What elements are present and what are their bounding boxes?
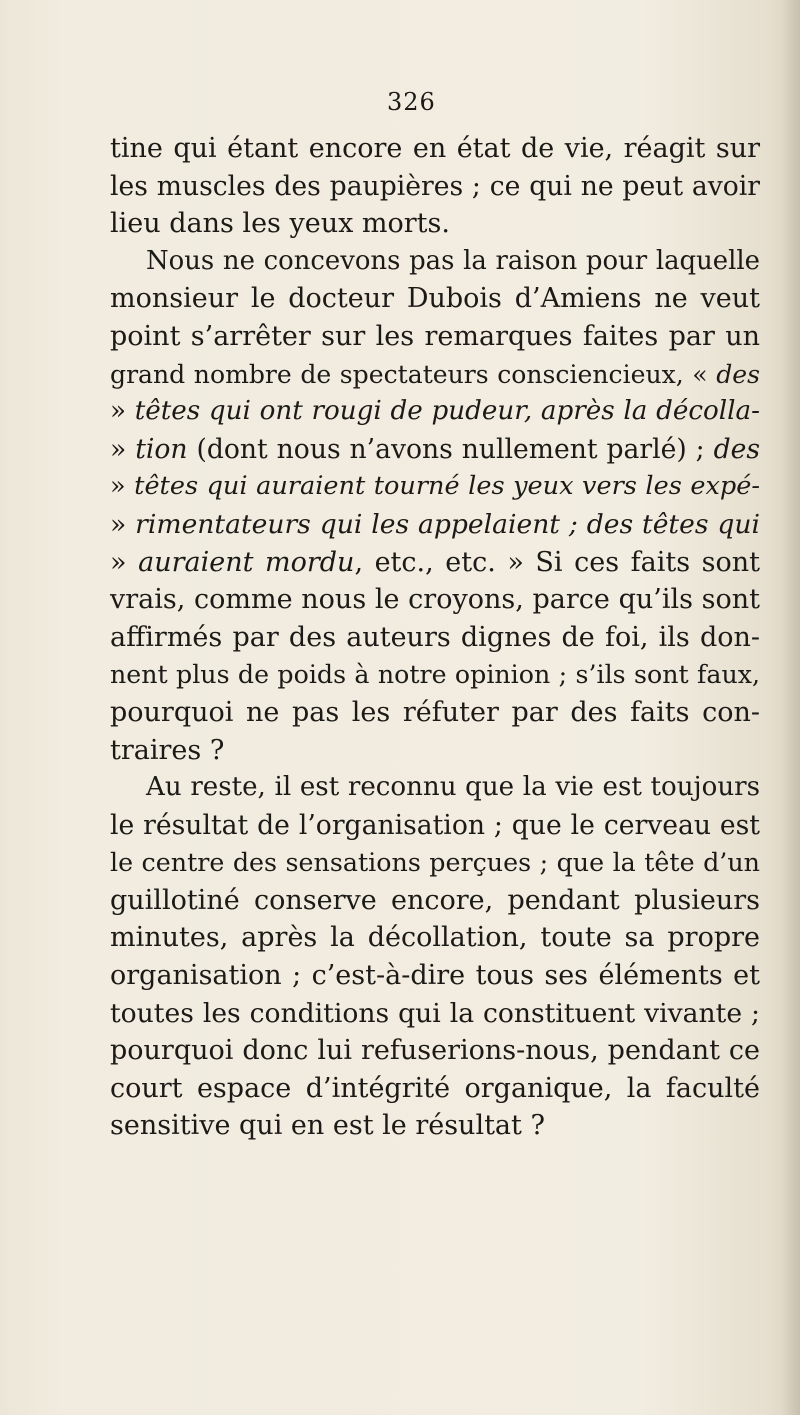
text-line: guillotiné conserve encore, pendant plusieurs: [110, 884, 760, 916]
text-line: affirmés par des auteurs dignes de foi, ils don-: [110, 621, 760, 653]
quote-line: » auraient mordu, etc., etc. » Si ces faits sont: [110, 546, 760, 578]
paragraph-start-line: Nous ne concevons pas la raison pour laquelle: [146, 245, 760, 276]
text-line: sensitive qui en est le résultat ?: [110, 1110, 545, 1142]
quote-line: » tion (dont nous n’avons nullement parlé) ; des: [110, 433, 760, 465]
text-line: minutes, après la décollation, toute sa propre: [110, 922, 760, 954]
text-line: tine qui étant encore en état de vie, réagit sur: [110, 133, 760, 164]
page-gutter-shadow: [782, 0, 800, 1415]
text-line: monsieur le docteur Dubois d’Amiens ne veut: [110, 283, 760, 315]
text-line: vrais, comme nous le croyons, parce qu’ils sont: [110, 584, 760, 616]
text-line: traires ?: [110, 734, 225, 766]
text-line: le résultat de l’organisation ; que le cerveau est: [110, 809, 760, 841]
text-line: organisation ; c’est-à-dire tous ses éléments et: [110, 960, 760, 992]
text-line: les muscles des paupières ; ce qui ne peut avoir: [110, 170, 760, 202]
body-text: [110, 130, 760, 1145]
text-line: le centre des sensations perçues ; que la tête d’un: [110, 847, 760, 878]
text-line: pourquoi ne pas les réfuter par des faits con-: [110, 696, 760, 728]
text-line: grand nombre de spectateurs consciencieux, « des: [110, 359, 760, 389]
text-line: nent plus de poids à notre opinion ; s’ils sont faux,: [110, 660, 760, 690]
text-line: toutes les conditions qui la constituent vivante ;: [110, 997, 760, 1029]
page-number: 326: [387, 88, 436, 116]
paragraph-start-line: Au reste, il est reconnu que la vie est toujours: [146, 772, 760, 803]
quote-line: » rimentateurs qui les appelaient ; des têtes qui: [110, 508, 760, 540]
text-line: lieu dans les yeux morts.: [110, 208, 450, 240]
text-line: point s’arrêter sur les remarques faites par un: [110, 320, 760, 352]
quote-line: » têtes qui auraient tourné les yeux vers les expé-: [110, 471, 760, 502]
text-line: pourquoi donc lui refuserions-nous, pendant ce: [110, 1035, 760, 1067]
text-line: court espace d’intégrité organique, la faculté: [110, 1072, 760, 1104]
quote-line: » têtes qui ont rougi de pudeur, après la décolla-: [110, 396, 760, 427]
